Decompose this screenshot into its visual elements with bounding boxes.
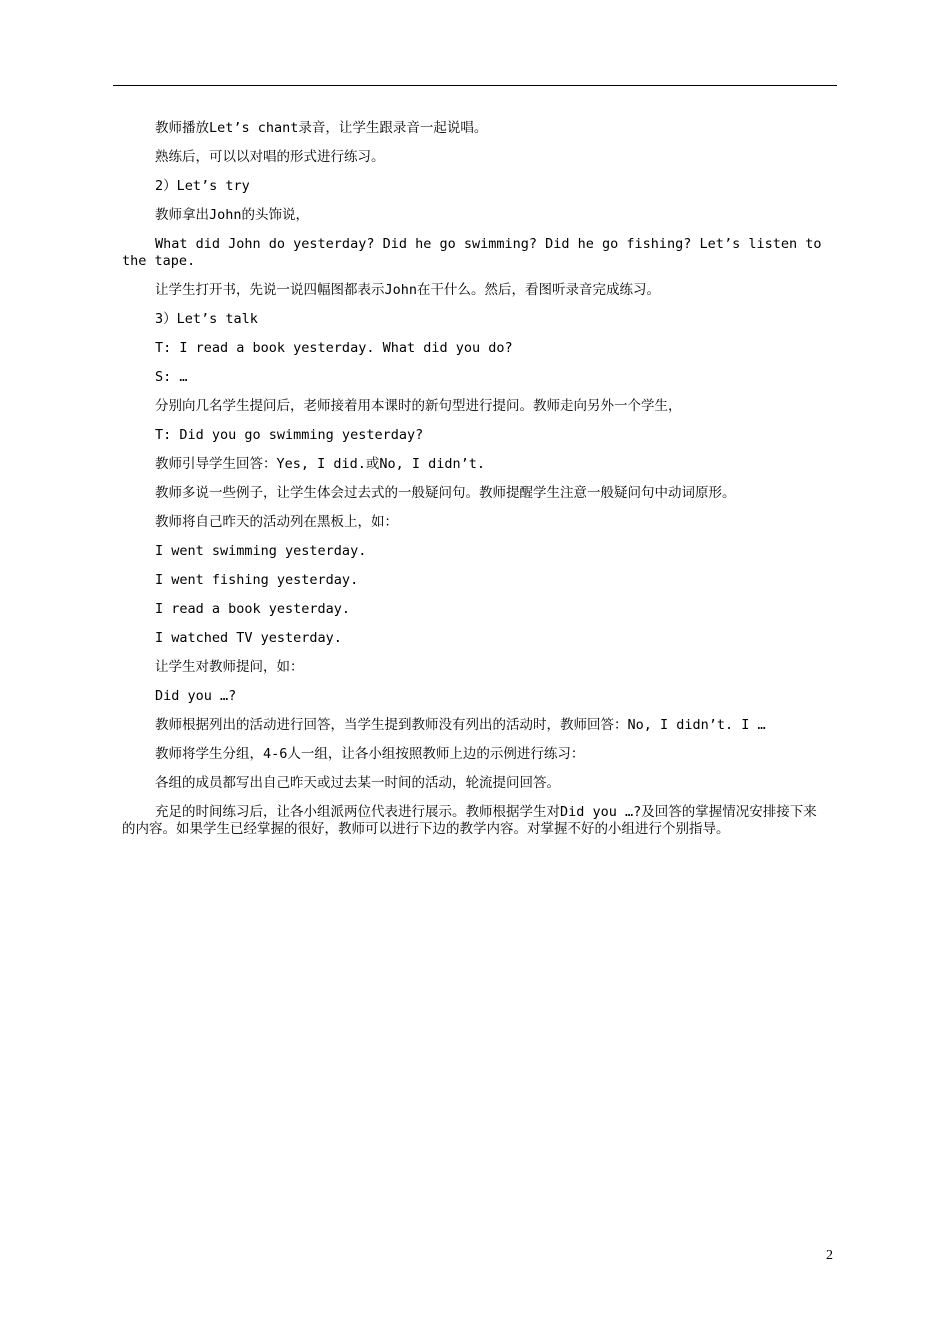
body-text [122,120,829,850]
section-heading: 3）Let’s talk [155,311,258,327]
page-number: 2 [826,1248,833,1263]
dialogue-line: T: I read a book yesterday. What did you do? [155,340,513,356]
example-sentence: I went fishing yesterday. [155,572,359,588]
example-sentence: Did you …? [155,688,237,704]
dialogue-line: T: Did you go swimming yesterday? [155,427,424,443]
example-sentence: I read a book yesterday. [155,601,351,617]
header-rule [113,85,837,86]
section-heading: 2）Let’s try [155,178,250,194]
paragraph: What did John do yesterday? Did he go swimming? Did he go fishing? Let’s listen to the tape. [122,236,822,269]
dialogue-line: S: … [155,369,188,385]
paragraph: 让学生对教师提问，如： [155,659,304,675]
paragraph: 教师引导学生回答：Yes, I did.或No, I didn’t. [155,456,486,472]
paragraph: 教师根据列出的活动进行回答，当学生提到教师没有列出的活动时，教师回答：No, I didn’t. I … [155,717,766,733]
paragraph: 各组的成员都写出自己昨天或过去某一时间的活动，轮流提问回答。 [155,775,560,791]
example-sentence: I watched TV yesterday. [155,630,342,646]
paragraph: 熟练后，可以以对唱的形式进行练习。 [155,149,385,165]
paragraph: 教师播放Let’s chant录音，让学生跟录音一起说唱。 [155,120,488,136]
paragraph: 教师多说一些例子，让学生体会过去式的一般疑问句。教师提醒学生注意一般疑问句中动词原形。 [155,485,736,501]
paragraph: 充足的时间练习后，让各小组派两位代表进行展示。教师根据学生对Did you …?及回答的掌握情况安排接下来的内容。如果学生已经掌握的很好，教师可以进行下边的教学内容。对掌握不好的小组进行个别指导。 [122,804,817,837]
paragraph: 教师将自己昨天的活动列在黑板上，如： [155,514,398,530]
paragraph: 让学生打开书，先说一说四幅图都表示John在干什么。然后，看图听录音完成练习。 [155,282,661,298]
paragraph: 教师将学生分组，4-6人一组，让各小组按照教师上边的示例进行练习： [155,746,585,762]
example-sentence: I went swimming yesterday. [155,543,367,559]
paragraph: 教师拿出John的头饰说， [155,207,310,223]
paragraph: 分别向几名学生提问后，老师接着用本课时的新句型进行提问。教师走向另外一个学生， [155,398,682,414]
